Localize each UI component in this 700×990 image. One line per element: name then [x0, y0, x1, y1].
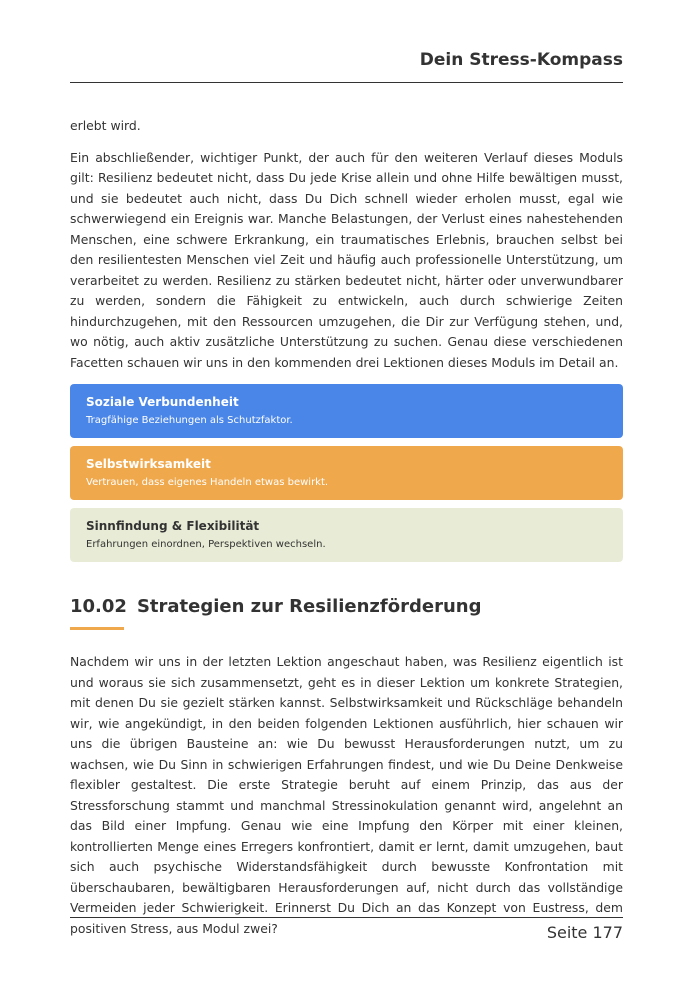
intro-paragraph: Ein abschließender, wichtiger Punkt, der auch für den weiteren Verlauf dieses Moduls gilt: Resilienz bedeutet nicht, dass Du jede Krise allein und ohne Hilfe bewältigen musst, und sie bedeutet auch nicht, dass Du Dich schnell wieder erholen musst, egal wie schwerwiegend ein Ereignis war. Manche Belastungen, der Verlust eines nahestehenden Menschen, eine schwere Erkrankung, ein traumatisches Erlebnis, brauchen selbst bei den resilientesten Menschen viel Zeit und häufig auch professionelle Unterstützung, um verarbeitet zu werden. Resilienz zu stärken bedeutet nicht, härter oder unverwundbarer zu werden, sondern die Fähigkeit zu entwickeln, auch durch schwierige Zeiten hindurchzugehen, mit den Ressourcen umzugehen, die Dir zur Verfügung stehen, und, wo nötig, auch aktiv zusätzliche Unterstützung zu suchen. Genau diese verschiedenen Facetten schauen wir uns in den kommenden drei Lektionen dieses Moduls im Detail an. [70, 149, 623, 370]
callout-list [70, 384, 623, 562]
section-title: Strategien zur Resilienzförderung [136, 596, 482, 617]
section-accent-bar [70, 627, 124, 630]
callout-title: Soziale Verbundenheit [86, 395, 239, 409]
callout-title: Selbstwirksamkeit [86, 457, 211, 471]
callout-description: Erfahrungen einordnen, Perspektiven wechseln. [86, 539, 326, 550]
callout-description: Vertrauen, dass eigenes Handeln etwas bewirkt. [86, 477, 329, 488]
callout-description: Tragfähige Beziehungen als Schutzfaktor. [86, 415, 293, 426]
callout-sinnfindung-flexibilitaet [70, 508, 623, 562]
section-heading [70, 596, 623, 618]
footer-divider [70, 917, 623, 918]
section-paragraph: Nachdem wir uns in der letzten Lektion angeschaut haben, was Resilienz eigentlich ist und woraus sie sich zusammensetzt, geht es in dieser Lektion um konkrete Strategien, mit denen Du sie gezielt stärken kannst. Selbstwirksamkeit und Rückschläge behandeln wir, wie angekündigt, in den beiden folgenden Lektionen ausführlich, hier schauen wir uns die übrigen Bausteine an: wie Du bewusst Herausforderungen nutzt, um zu wachsen, wie Du Sinn in schwierigen Erfahrungen findest, und wie Du Deine Denkweise flexibler gestaltest. Die erste Strategie beruht auf einem Prinzip, das aus der Stressforschung stammt und manchmal Stressinokulation genannt wird, angelehnt an das Bild einer Impfung. Genau wie eine Impfung den Körper mit einer kleinen, kontrollierten Menge eines Erregers konfrontiert, damit er lernt, damit umzugehen, baut sich auch psychische Widerstandsfähigkeit durch bewusste Konfrontation mit überschaubaren, bewältigbaren Herausforderungen auf, nicht durch das vollständige Vermeiden jeder Schwierigkeit. Erinnerst Du Dich an das Konzept von Eustress, dem positiven Stress, aus Modul zwei? [70, 654, 623, 936]
callout-soziale-verbundenheit [70, 384, 623, 438]
page-number: Seite 177 [546, 923, 623, 942]
continuation-text: erlebt wird. [70, 118, 141, 133]
callout-selbstwirksamkeit [70, 446, 623, 500]
callout-title: Sinnfindung & Flexibilität [86, 519, 260, 533]
header-divider [70, 82, 623, 83]
running-header-title: Dein Stress-Kompass [419, 50, 623, 70]
section-number: 10.02 [70, 596, 127, 617]
page-content [70, 116, 623, 950]
